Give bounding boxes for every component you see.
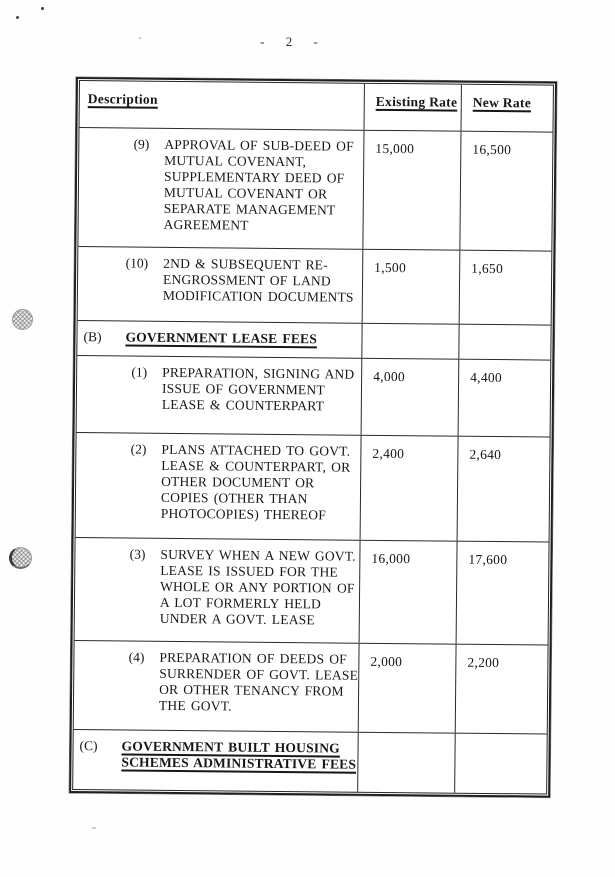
section-row [77, 321, 550, 361]
column-header-description: Description [87, 91, 158, 107]
description-cell [77, 321, 362, 358]
new-rate-cell [459, 360, 551, 437]
section-title: GOVERNMENT BUILT HOUSING SCHEMES ADMINISTRATIVE FEES [121, 738, 357, 772]
item-number: (10) [125, 255, 149, 271]
column-header-new-rate: New Rate [472, 94, 532, 111]
new-rate-cell [456, 645, 548, 734]
new-rate-value: 2,640 [469, 446, 502, 463]
page-number: - 2 - [260, 34, 320, 49]
existing-rate-value: 2,000 [370, 653, 403, 670]
new-rate-cell [455, 734, 547, 794]
scan-speck [92, 827, 96, 829]
new-rate-value: 2,200 [467, 654, 500, 671]
fee-schedule-table [69, 77, 557, 798]
existing-rate-value: 1,500 [374, 259, 407, 276]
item-number: (4) [128, 649, 145, 665]
new-rate-value: 17,600 [468, 551, 508, 568]
description-cell [77, 356, 363, 435]
new-rate-value: 4,400 [470, 369, 503, 386]
item-description: PREPARATION, SIGNING AND ISSUE OF GOVERNMENT LEASE & COUNTERPART [161, 364, 355, 414]
new-rate-value: 16,500 [472, 141, 512, 158]
item-description: 2ND & SUBSEQUENT RE-ENGROSSMENT OF LAND MODIFICATION DOCUMENTS [162, 255, 354, 305]
existing-rate-value: 2,400 [372, 445, 405, 462]
existing-rate-cell [363, 250, 461, 324]
item-number: (3) [129, 546, 146, 562]
new-rate-cell [460, 251, 552, 325]
description-cell [74, 641, 360, 732]
description-cell [76, 433, 362, 540]
description-cell [78, 247, 364, 323]
hole-punch-mark [12, 309, 33, 330]
section-title: GOVERNMENT LEASE FEES [125, 329, 318, 347]
scan-speck [139, 37, 141, 39]
item-description: SURVEY WHEN A NEW GOVT. LEASE IS ISSUED FOR THE WHOLE OR ANY PORTION OF A LOT FORMERLY HELD UNDER A GOVT. LEASE [159, 546, 356, 628]
header-cell-new-rate [462, 85, 553, 132]
description-cell [73, 730, 359, 792]
hole-punch-mark [9, 547, 32, 569]
new-rate-value: 1,650 [471, 260, 504, 277]
scan-speck [41, 7, 44, 10]
fee-item-row [74, 641, 548, 735]
fee-item-row [78, 128, 552, 252]
existing-rate-value: 15,000 [375, 140, 415, 157]
existing-rate-cell [363, 131, 461, 250]
column-header-existing-rate: Existing Rate [375, 93, 458, 110]
existing-rate-cell [361, 436, 459, 541]
item-description: PREPARATION OF DEEDS OF SURRENDER OF GOVT. LEASE OR OTHER TENANCY FROM THE GOVT. [158, 649, 359, 714]
item-number: (9) [133, 136, 150, 152]
header-cell-description [80, 81, 365, 130]
section-letter: (B) [83, 329, 102, 345]
item-description: PLANS ATTACHED TO GOVT. LEASE & COUNTERPART, OR OTHER DOCUMENT OR COPIES (OTHER THAN PHOTOCOPIES) THEREOF [160, 441, 351, 523]
existing-rate-cell [362, 359, 460, 436]
existing-rate-value: 4,000 [373, 368, 406, 385]
new-rate-cell [457, 542, 549, 645]
new-rate-cell [458, 437, 550, 542]
table-header-row [80, 81, 553, 133]
section-letter: (C) [79, 738, 98, 754]
header-cell-existing-rate [365, 84, 462, 131]
existing-rate-cell [359, 644, 457, 733]
scan-speck [16, 16, 19, 19]
new-rate-cell [460, 132, 552, 251]
section-row [73, 730, 547, 794]
item-description: APPROVAL OF SUB-DEED OF MUTUAL COVENANT, SUPPLEMENTARY DEED OF MUTUAL COVENANT OR SEPARATE MANAGEMENT AGREEMENT [163, 136, 354, 233]
item-number: (2) [130, 441, 147, 457]
existing-rate-cell [360, 541, 458, 644]
table-body [73, 128, 552, 794]
fee-schedule-table-inner [72, 80, 554, 795]
item-number: (1) [131, 364, 148, 380]
existing-rate-cell [358, 733, 456, 793]
fee-item-row [77, 356, 551, 438]
fee-item-row [78, 247, 552, 326]
existing-rate-value: 16,000 [371, 550, 411, 567]
fee-item-row [75, 538, 549, 646]
existing-rate-cell [362, 324, 459, 359]
new-rate-cell [459, 325, 550, 360]
fee-item-row [76, 433, 550, 543]
description-cell [75, 538, 361, 643]
description-cell [78, 128, 364, 249]
